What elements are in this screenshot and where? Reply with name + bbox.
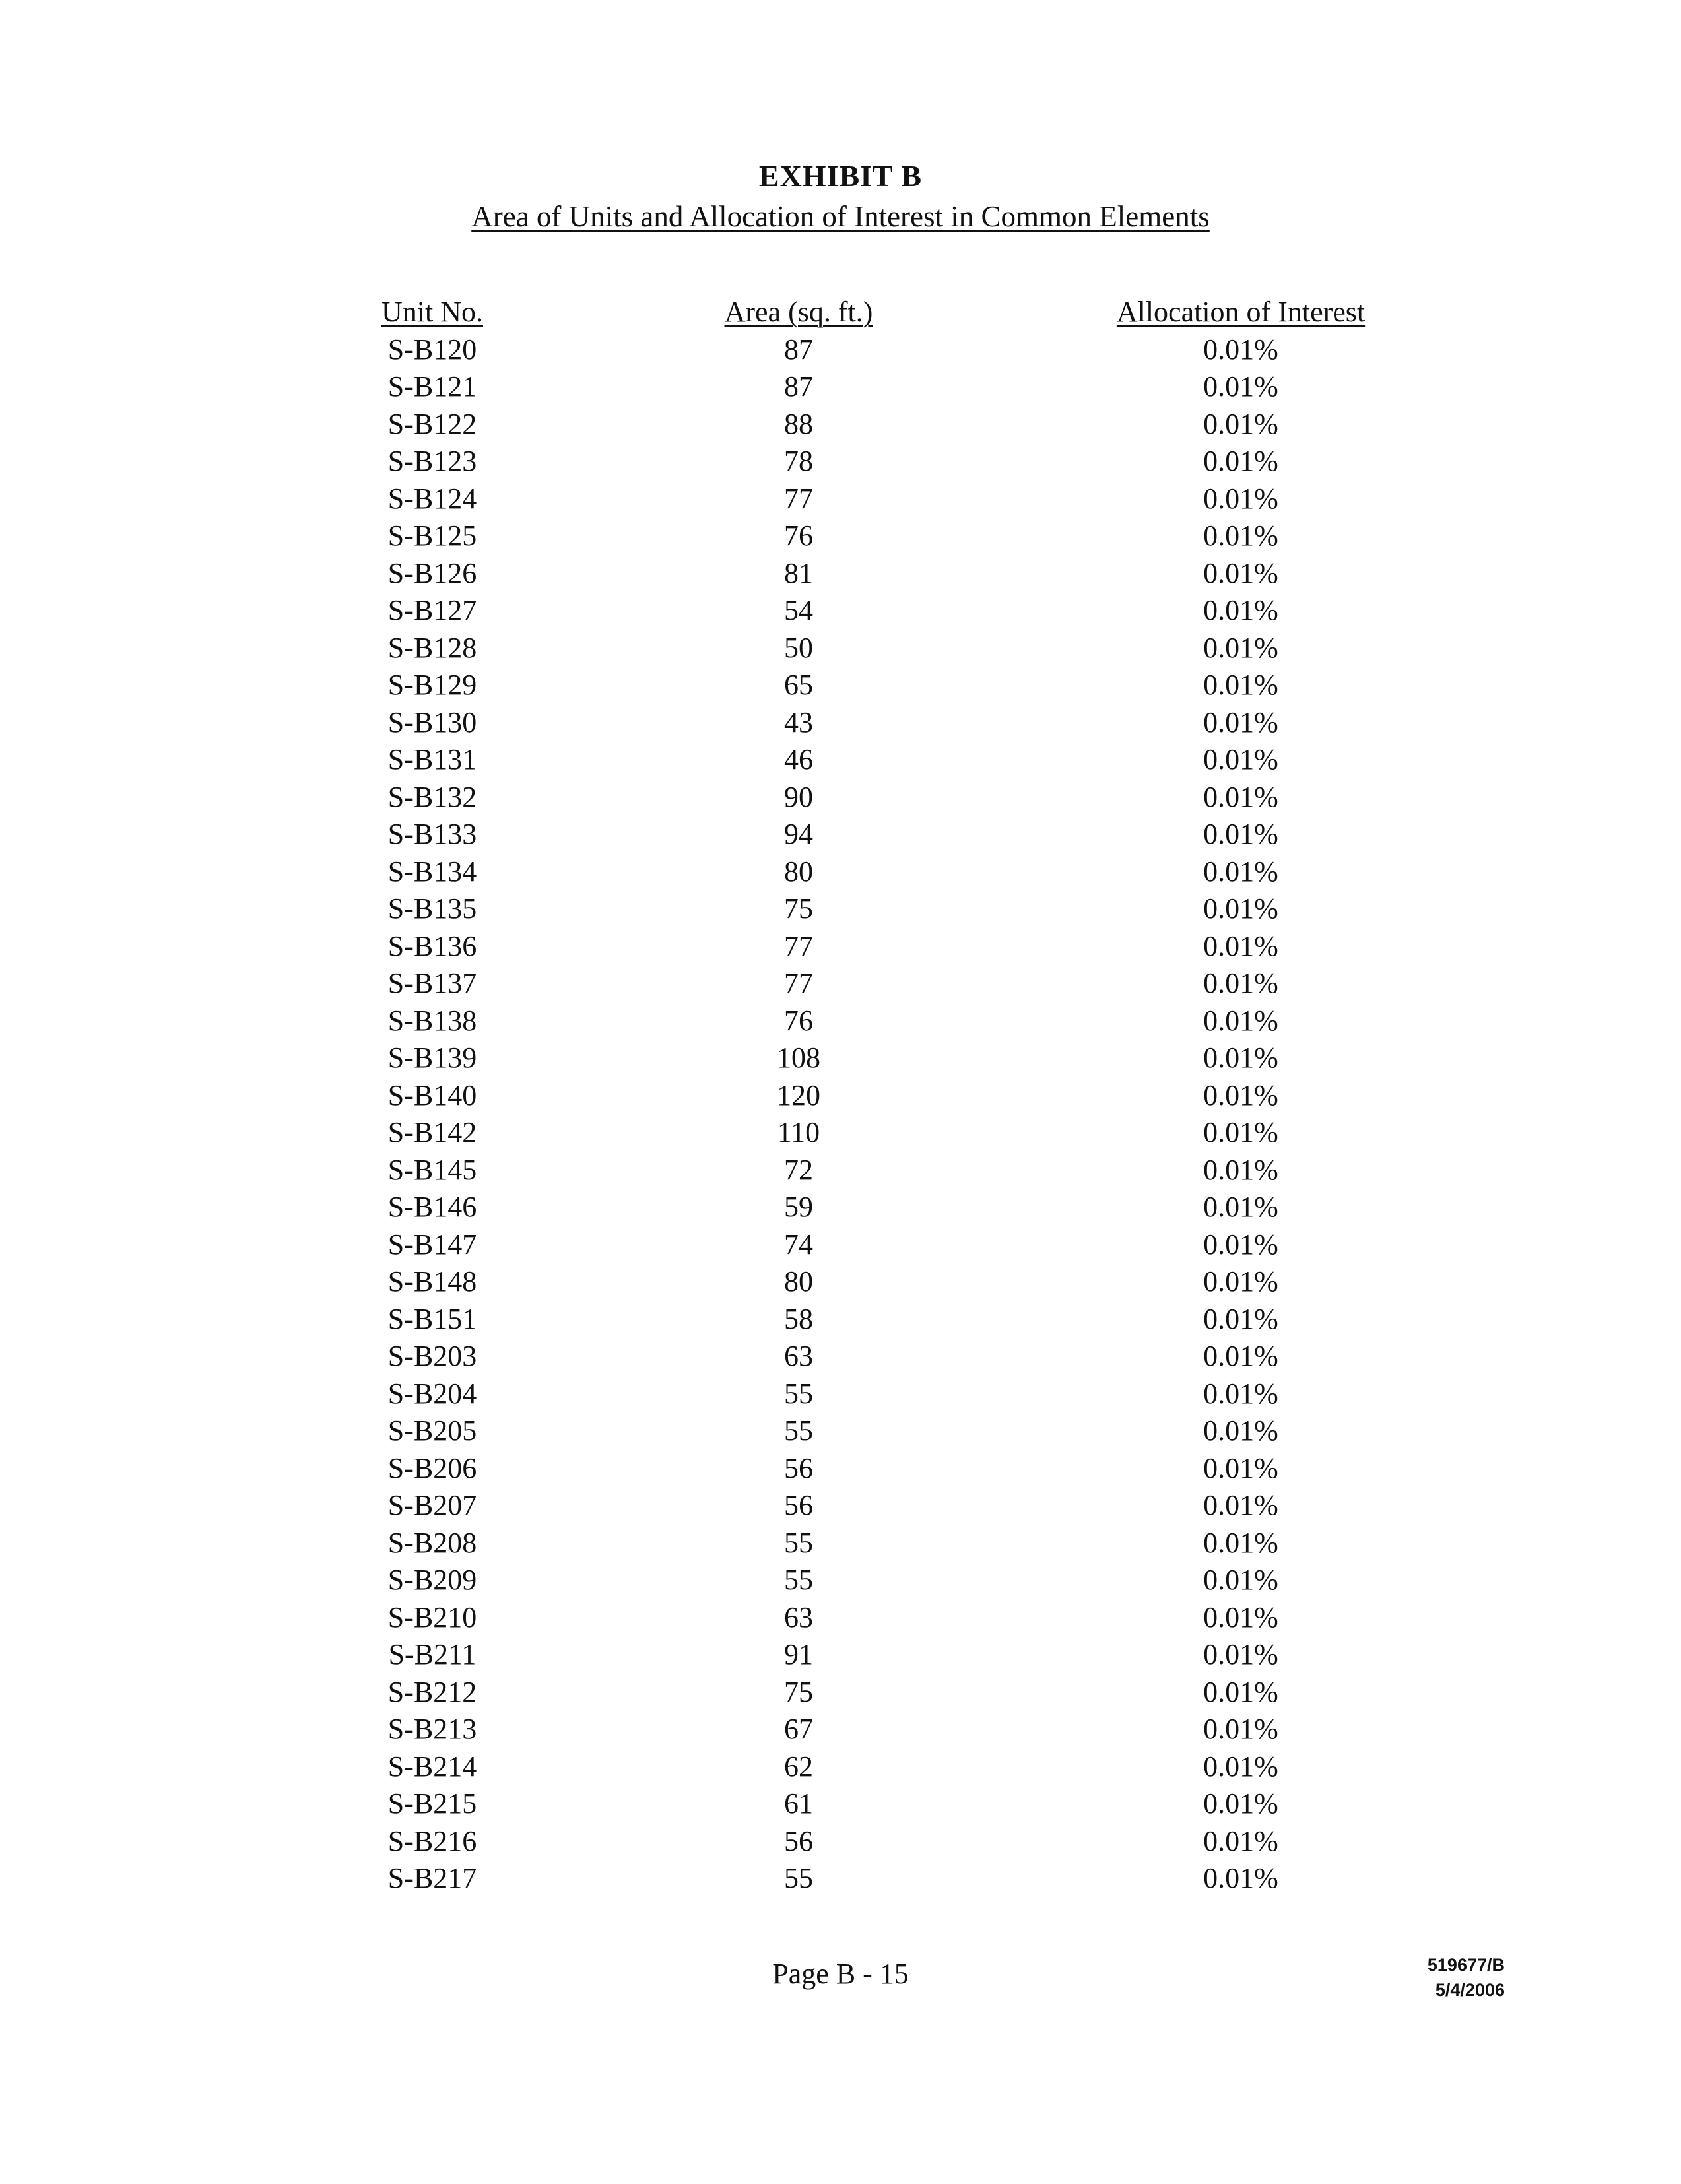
allocation-cell: 0.01% [1203,1042,1278,1074]
unit-cell: S-B121 [387,370,477,403]
table-row [0,1487,1681,1525]
table-row [0,965,1681,1003]
area-cell: 78 [784,445,813,477]
table-row [0,406,1681,444]
area-cell: 56 [784,1451,813,1484]
table-row [0,555,1681,593]
unit-cell: S-B130 [387,706,477,739]
area-cell: 94 [784,818,813,850]
unit-cell: S-B122 [387,407,477,440]
document-title: EXHIBIT B [758,159,923,193]
area-cell: 59 [784,1191,813,1223]
area-cell: 50 [784,631,813,664]
area-cell: 74 [784,1228,813,1261]
allocation-cell: 0.01% [1203,594,1278,626]
table-header-row [0,294,1681,331]
unit-cell: S-B139 [387,1042,477,1074]
area-cell: 108 [777,1042,820,1074]
table-row [0,1189,1681,1226]
unit-cell: S-B151 [387,1302,477,1335]
area-cell: 56 [784,1489,813,1521]
table-row [0,1040,1681,1077]
table-row [0,1562,1681,1599]
area-cell: 63 [784,1340,813,1372]
area-cell: 90 [784,780,813,813]
document-date: 5/4/2006 [1435,1980,1505,2000]
area-cell: 81 [784,556,813,589]
allocation-cell: 0.01% [1203,370,1278,403]
allocation-cell: 0.01% [1203,1265,1278,1298]
document-number: 519677/B [1427,1955,1505,1975]
unit-cell: S-B211 [388,1638,477,1671]
table-row [0,1450,1681,1488]
area-cell: 54 [784,594,813,626]
allocation-cell: 0.01% [1203,1713,1278,1745]
table-row [0,1599,1681,1637]
area-cell: 120 [777,1078,820,1111]
allocation-cell: 0.01% [1203,780,1278,813]
allocation-cell: 0.01% [1203,855,1278,888]
table-row [0,630,1681,667]
allocation-cell: 0.01% [1203,1862,1278,1894]
unit-cell: S-B138 [387,1004,477,1037]
table-row [0,1226,1681,1264]
allocation-cell: 0.01% [1203,407,1278,440]
allocation-cell: 0.01% [1203,333,1278,366]
table-row [0,517,1681,555]
unit-cell: S-B214 [387,1750,477,1783]
unit-cell: S-B123 [387,445,477,477]
allocation-cell: 0.01% [1203,556,1278,589]
table-row [0,1412,1681,1450]
unit-cell: S-B127 [387,594,477,626]
allocation-cell: 0.01% [1203,1228,1278,1261]
area-cell: 67 [784,1713,813,1745]
allocation-cell: 0.01% [1203,818,1278,850]
area-cell: 65 [784,669,813,701]
allocation-cell: 0.01% [1203,706,1278,739]
area-cell: 56 [784,1824,813,1857]
unit-cell: S-B137 [387,967,477,999]
allocation-cell: 0.01% [1203,1004,1278,1037]
area-cell: 76 [784,1004,813,1037]
unit-cell: S-B126 [387,556,477,589]
table-row [0,741,1681,779]
allocation-cell: 0.01% [1203,631,1278,664]
allocation-cell: 0.01% [1203,669,1278,701]
area-cell: 46 [784,743,813,776]
table-row [0,1003,1681,1040]
allocation-cell: 0.01% [1203,445,1278,477]
area-cell: 77 [784,482,813,515]
table-row [0,1263,1681,1301]
unit-cell: S-B128 [387,631,477,664]
page-number: Page B - 15 [772,1958,909,1990]
table-row [0,853,1681,891]
table-row [0,1711,1681,1748]
unit-cell: S-B148 [387,1265,477,1298]
unit-cell: S-B135 [387,892,477,925]
area-cell: 91 [784,1638,813,1671]
table-row [0,1823,1681,1861]
area-cell: 61 [784,1787,813,1820]
allocation-table [0,294,1681,1898]
area-cell: 63 [784,1601,813,1634]
area-cell: 55 [784,1862,813,1894]
area-cell: 55 [784,1564,813,1596]
unit-cell: S-B147 [387,1228,477,1261]
allocation-cell: 0.01% [1203,1824,1278,1857]
document-subtitle: Area of Units and Allocation of Interest in Common Elements [471,200,1210,233]
unit-cell: S-B206 [387,1451,477,1484]
area-cell: 75 [784,1675,813,1708]
unit-cell: S-B207 [387,1489,477,1521]
area-cell: 43 [784,706,813,739]
allocation-cell: 0.01% [1203,1675,1278,1708]
allocation-cell: 0.01% [1203,1601,1278,1634]
table-row [0,816,1681,853]
unit-cell: S-B142 [387,1116,477,1148]
table-row [0,592,1681,630]
unit-cell: S-B215 [387,1787,477,1820]
table-row [0,1674,1681,1711]
table-row [0,443,1681,480]
unit-cell: S-B217 [387,1862,477,1894]
allocation-cell: 0.01% [1203,1638,1278,1671]
unit-cell: S-B140 [387,1078,477,1111]
allocation-cell: 0.01% [1203,1116,1278,1148]
unit-cell: S-B120 [387,333,477,366]
area-cell: 55 [784,1377,813,1410]
unit-cell: S-B146 [387,1191,477,1223]
area-cell: 77 [784,929,813,962]
allocation-cell: 0.01% [1203,967,1278,999]
table-row [0,480,1681,518]
table-row [0,890,1681,928]
table-body [0,331,1681,1898]
table-row [0,1152,1681,1189]
allocation-cell: 0.01% [1203,1526,1278,1559]
allocation-cell: 0.01% [1203,1377,1278,1410]
area-cell: 62 [784,1750,813,1783]
area-cell: 76 [784,519,813,552]
table-row [0,1114,1681,1152]
allocation-cell: 0.01% [1203,1564,1278,1596]
unit-cell: S-B204 [387,1377,477,1410]
unit-cell: S-B125 [387,519,477,552]
table-row [0,1785,1681,1823]
allocation-cell: 0.01% [1203,929,1278,962]
table-row [0,1338,1681,1375]
unit-cell: S-B131 [387,743,477,776]
allocation-cell: 0.01% [1203,1489,1278,1521]
table-row [0,368,1681,406]
unit-cell: S-B210 [387,1601,477,1634]
table-row [0,704,1681,742]
table-row [0,1636,1681,1674]
table-row [0,331,1681,369]
area-cell: 77 [784,967,813,999]
allocation-cell: 0.01% [1203,892,1278,925]
allocation-cell: 0.01% [1203,519,1278,552]
unit-cell: S-B203 [387,1340,477,1372]
unit-cell: S-B132 [387,780,477,813]
table-row [0,1301,1681,1339]
table-row [0,667,1681,704]
allocation-cell: 0.01% [1203,1787,1278,1820]
unit-cell: S-B124 [387,482,477,515]
allocation-cell: 0.01% [1203,1191,1278,1223]
area-cell: 55 [784,1526,813,1559]
allocation-cell: 0.01% [1203,1414,1278,1447]
table-row [0,928,1681,966]
table-row [0,779,1681,816]
unit-cell: S-B208 [387,1526,477,1559]
unit-cell: S-B212 [387,1675,477,1708]
unit-cell: S-B129 [387,669,477,701]
unit-cell: S-B213 [387,1713,477,1745]
unit-cell: S-B133 [387,818,477,850]
area-cell: 110 [777,1116,820,1148]
area-cell: 58 [784,1302,813,1335]
allocation-cell: 0.01% [1203,1302,1278,1335]
unit-cell: S-B205 [387,1414,477,1447]
area-cell: 87 [784,333,813,366]
table-row [0,1375,1681,1413]
unit-cell: S-B145 [387,1153,477,1186]
allocation-cell: 0.01% [1203,1153,1278,1186]
allocation-cell: 0.01% [1203,743,1278,776]
header-allocation: Allocation of Interest [1116,296,1366,328]
area-cell: 80 [784,855,813,888]
allocation-cell: 0.01% [1203,1750,1278,1783]
unit-cell: S-B216 [387,1824,477,1857]
area-cell: 75 [784,892,813,925]
area-cell: 80 [784,1265,813,1298]
allocation-cell: 0.01% [1203,1078,1278,1111]
allocation-cell: 0.01% [1203,1451,1278,1484]
allocation-cell: 0.01% [1203,1340,1278,1372]
area-cell: 55 [784,1414,813,1447]
area-cell: 87 [784,370,813,403]
allocation-cell: 0.01% [1203,482,1278,515]
table-row [0,1525,1681,1562]
header-area: Area (sq. ft.) [724,296,873,328]
table-row [0,1077,1681,1115]
table-row [0,1748,1681,1786]
unit-cell: S-B136 [387,929,477,962]
area-cell: 88 [784,407,813,440]
unit-cell: S-B134 [387,855,477,888]
header-unit-no: Unit No. [381,296,483,328]
document-reference [1386,1952,1505,2002]
unit-cell: S-B209 [387,1564,477,1596]
table-row [0,1860,1681,1898]
area-cell: 72 [784,1153,813,1186]
